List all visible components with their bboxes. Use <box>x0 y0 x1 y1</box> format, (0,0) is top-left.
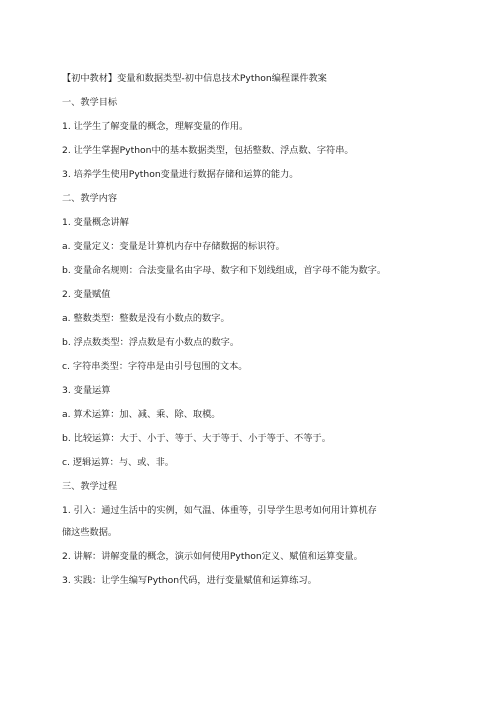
section-heading-process: 三、教学过程 <box>62 481 118 492</box>
content-item-3: 3. 变量运算 <box>62 385 111 396</box>
content-item-3c: c. 逻辑运算：与、或、非。 <box>62 457 174 468</box>
process-item-1: 1. 引入：通过生活中的实例，如气温、体重等，引导学生思考如何用计算机存 <box>62 505 377 516</box>
content-item-2b: b. 浮点数类型：浮点数是有小数点的数字。 <box>62 337 240 348</box>
content-item-1b: b. 变量命名规则：合法变量名由字母、数字和下划线组成，首字母不能为数字。 <box>62 265 387 276</box>
section-heading-objectives: 一、教学目标 <box>62 97 118 108</box>
process-item-1-cont: 储这些数据。 <box>62 527 118 538</box>
content-item-3a: a. 算术运算：加、减、乘、除、取模。 <box>62 409 221 420</box>
content-item-1: 1. 变量概念讲解 <box>62 217 129 228</box>
process-item-2: 2. 讲解：讲解变量的概念，演示如何使用Python定义、赋值和运算变量。 <box>62 551 363 562</box>
content-item-2c: c. 字符串类型：字符串是由引号包围的文本。 <box>62 361 248 372</box>
content-item-3b: b. 比较运算：大于、小于、等于、大于等于、小于等于、不等于。 <box>62 433 331 444</box>
objective-item-2: 2. 让学生掌握Python中的基本数据类型，包括整数、浮点数、字符串。 <box>62 145 354 156</box>
content-item-2a: a. 整数类型：整数是没有小数点的数字。 <box>62 313 230 324</box>
objective-item-3: 3. 培养学生使用Python变量进行数据存储和运算的能力。 <box>62 169 299 180</box>
section-heading-content: 二、教学内容 <box>62 193 118 204</box>
process-item-3: 3. 实践：让学生编写Python代码，进行变量赋值和运算练习。 <box>62 575 317 586</box>
content-item-2: 2. 变量赋值 <box>62 289 111 300</box>
objective-item-1: 1. 让学生了解变量的概念，理解变量的作用。 <box>62 121 249 132</box>
content-item-1a: a. 变量定义：变量是计算机内存中存储数据的标识符。 <box>62 241 285 252</box>
document-title: 【初中教材】变量和数据类型-初中信息技术Python编程课件教案 <box>62 73 327 84</box>
